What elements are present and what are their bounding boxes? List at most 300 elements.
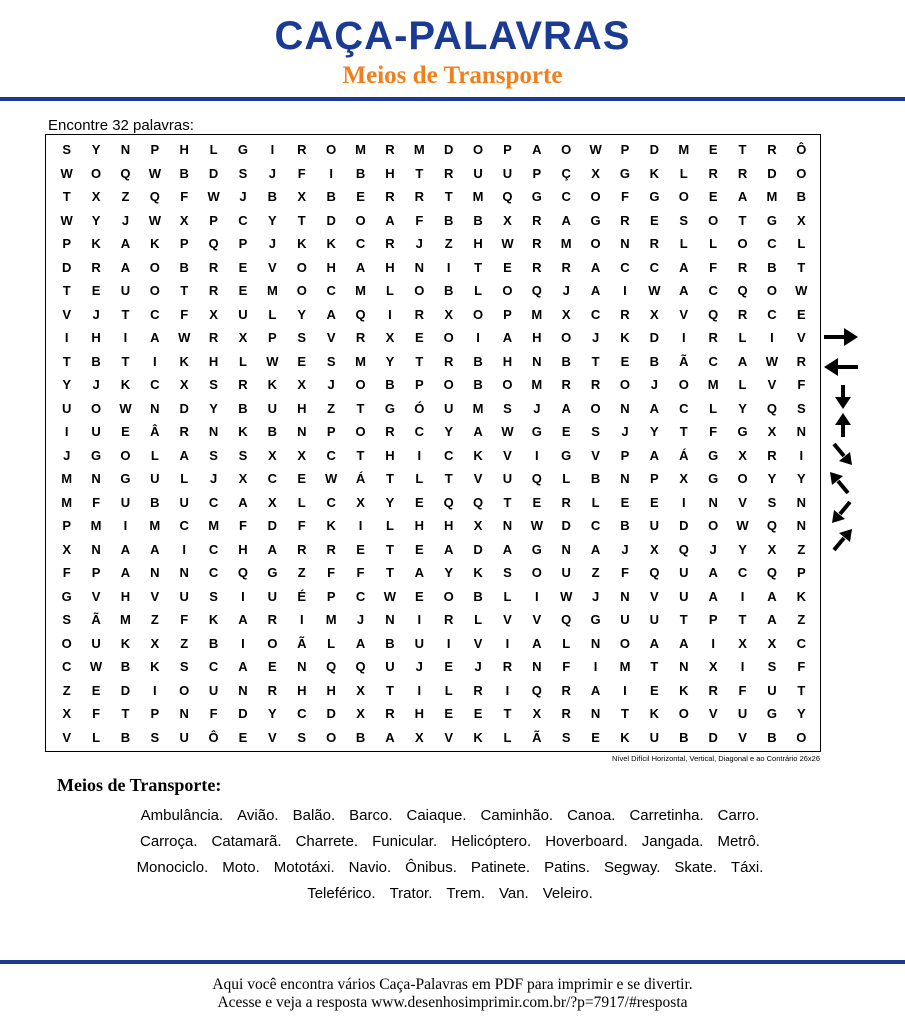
grid-cell[interactable]: Q	[737, 283, 748, 299]
grid-cell[interactable]: A	[767, 612, 777, 628]
grid-cell[interactable]: X	[708, 659, 718, 675]
grid-cell[interactable]: L	[444, 682, 453, 698]
grid-cell[interactable]: O	[619, 377, 631, 393]
grid-cell[interactable]: A	[473, 424, 483, 440]
grid-cell[interactable]: Y	[385, 353, 395, 369]
grid-cell[interactable]: Ã	[297, 635, 307, 651]
grid-cell[interactable]: H	[385, 447, 395, 463]
grid-cell[interactable]: C	[297, 706, 307, 722]
grid-cell[interactable]: H	[443, 518, 454, 534]
grid-cell[interactable]: D	[649, 330, 660, 346]
grid-cell[interactable]: X	[150, 635, 160, 651]
grid-cell[interactable]: R	[532, 236, 542, 252]
grid-cell[interactable]: D	[326, 212, 336, 228]
grid-cell[interactable]: A	[150, 541, 160, 557]
grid-cell[interactable]: X	[238, 330, 248, 346]
grid-cell[interactable]: F	[180, 306, 189, 322]
grid-cell[interactable]: L	[562, 471, 571, 487]
grid-cell[interactable]: D	[61, 259, 72, 275]
grid-cell[interactable]: J	[709, 541, 717, 557]
grid-cell[interactable]: G	[766, 706, 777, 722]
grid-cell[interactable]: W	[560, 588, 573, 604]
grid-cell[interactable]: I	[417, 682, 422, 698]
grid-cell[interactable]: L	[385, 518, 394, 534]
grid-cell[interactable]: A	[590, 541, 601, 557]
grid-cell[interactable]: X	[62, 706, 72, 722]
grid-cell[interactable]: K	[326, 518, 336, 534]
grid-cell[interactable]: P	[503, 142, 512, 158]
grid-cell[interactable]: B	[561, 353, 571, 369]
grid-cell[interactable]: U	[649, 518, 660, 534]
grid-cell[interactable]: Q	[531, 682, 542, 698]
grid-cell[interactable]: V	[532, 612, 542, 628]
grid-cell[interactable]: F	[92, 706, 101, 722]
grid-cell[interactable]: T	[650, 659, 659, 675]
grid-cell[interactable]: D	[120, 682, 131, 698]
grid-cell[interactable]: R	[708, 330, 718, 346]
grid-cell[interactable]: D	[679, 518, 689, 534]
grid-cell[interactable]: O	[590, 236, 601, 252]
grid-cell[interactable]: G	[590, 212, 601, 228]
grid-cell[interactable]: B	[91, 353, 101, 369]
grid-cell[interactable]: M	[355, 142, 366, 158]
grid-cell[interactable]: S	[767, 659, 777, 675]
grid-cell[interactable]: X	[591, 165, 600, 181]
grid-cell[interactable]: I	[446, 635, 451, 651]
grid-cell[interactable]: V	[62, 306, 72, 322]
grid-cell[interactable]: R	[649, 236, 660, 252]
grid-cell[interactable]: C	[679, 400, 689, 416]
grid-cell[interactable]: L	[415, 471, 424, 487]
grid-cell[interactable]: O	[502, 377, 513, 393]
grid-cell[interactable]: E	[796, 306, 806, 322]
grid-cell[interactable]: M	[472, 400, 484, 416]
grid-cell[interactable]: V	[503, 612, 512, 628]
grid-cell[interactable]: S	[179, 659, 189, 675]
grid-cell[interactable]: E	[356, 189, 365, 205]
grid-cell[interactable]: E	[91, 682, 101, 698]
grid-cell[interactable]: I	[623, 283, 627, 299]
grid-cell[interactable]: B	[238, 400, 248, 416]
grid-cell[interactable]: T	[415, 353, 424, 369]
grid-cell[interactable]: A	[679, 635, 689, 651]
grid-cell[interactable]: Q	[766, 400, 777, 416]
grid-cell[interactable]: B	[355, 165, 366, 181]
grid-cell[interactable]: K	[326, 236, 336, 252]
grid-cell[interactable]: I	[153, 353, 157, 369]
grid-cell[interactable]: O	[590, 400, 601, 416]
grid-cell[interactable]: Y	[738, 400, 747, 416]
grid-cell[interactable]: W	[207, 189, 220, 205]
grid-cell[interactable]: H	[91, 330, 101, 346]
grid-cell[interactable]: P	[62, 236, 72, 252]
grid-cell[interactable]: X	[356, 706, 365, 722]
grid-cell[interactable]: P	[532, 165, 542, 181]
grid-cell[interactable]: C	[443, 447, 454, 463]
grid-cell[interactable]: U	[120, 283, 131, 299]
grid-cell[interactable]: B	[767, 729, 777, 745]
grid-cell[interactable]: A	[532, 635, 542, 651]
grid-cell[interactable]: W	[795, 283, 808, 299]
grid-cell[interactable]: F	[797, 659, 806, 675]
grid-cell[interactable]: X	[268, 447, 277, 463]
grid-cell[interactable]: I	[770, 330, 774, 346]
grid-cell[interactable]: L	[562, 635, 571, 651]
grid-cell[interactable]: R	[355, 330, 366, 346]
grid-cell[interactable]: C	[150, 306, 160, 322]
grid-cell[interactable]: A	[385, 729, 395, 745]
grid-cell[interactable]: E	[414, 588, 424, 604]
grid-cell[interactable]: T	[121, 353, 130, 369]
grid-cell[interactable]: U	[238, 306, 248, 322]
grid-cell[interactable]: T	[62, 353, 71, 369]
grid-cell[interactable]: B	[443, 212, 454, 228]
grid-cell[interactable]: I	[388, 306, 392, 322]
grid-cell[interactable]: D	[326, 706, 336, 722]
grid-cell[interactable]: J	[356, 612, 365, 628]
grid-cell[interactable]: R	[297, 541, 307, 557]
grid-cell[interactable]: R	[267, 612, 278, 628]
grid-cell[interactable]: F	[621, 189, 629, 205]
grid-cell[interactable]: V	[738, 729, 747, 745]
grid-cell[interactable]: A	[267, 541, 278, 557]
grid-cell[interactable]: Q	[766, 518, 777, 534]
grid-cell[interactable]: Z	[150, 612, 159, 628]
grid-cell[interactable]: M	[325, 612, 337, 628]
grid-cell[interactable]: X	[738, 447, 747, 463]
grid-cell[interactable]: Z	[591, 565, 600, 581]
grid-cell[interactable]: G	[531, 541, 542, 557]
grid-cell[interactable]: S	[62, 612, 72, 628]
grid-cell[interactable]: T	[385, 682, 394, 698]
grid-cell[interactable]: O	[708, 212, 719, 228]
grid-cell[interactable]: R	[443, 612, 454, 628]
grid-cell[interactable]: Ó	[414, 400, 425, 416]
grid-cell[interactable]: H	[208, 353, 219, 369]
grid-cell[interactable]: D	[179, 400, 189, 416]
grid-cell[interactable]: X	[356, 494, 365, 510]
grid-cell[interactable]: X	[650, 306, 659, 322]
grid-cell[interactable]: L	[679, 236, 688, 252]
grid-cell[interactable]: R	[737, 259, 748, 275]
grid-cell[interactable]: H	[120, 588, 131, 604]
grid-cell[interactable]: K	[179, 353, 189, 369]
grid-cell[interactable]: M	[472, 189, 484, 205]
grid-cell[interactable]: F	[356, 565, 365, 581]
grid-cell[interactable]: W	[501, 424, 514, 440]
grid-cell[interactable]: A	[590, 682, 601, 698]
grid-cell[interactable]: C	[267, 471, 278, 487]
grid-cell[interactable]: I	[681, 494, 686, 510]
grid-cell[interactable]: B	[326, 189, 336, 205]
grid-cell[interactable]: K	[150, 236, 160, 252]
grid-cell[interactable]: R	[737, 165, 748, 181]
grid-cell[interactable]: Y	[738, 541, 747, 557]
grid-cell[interactable]: R	[767, 447, 777, 463]
grid-cell[interactable]: M	[61, 494, 73, 510]
grid-cell[interactable]: Y	[444, 424, 454, 440]
grid-cell[interactable]: Q	[502, 189, 513, 205]
grid-cell[interactable]: F	[709, 424, 718, 440]
grid-cell[interactable]: B	[796, 189, 806, 205]
grid-cell[interactable]: I	[505, 635, 510, 651]
grid-cell[interactable]: P	[503, 306, 512, 322]
grid-cell[interactable]: Q	[531, 283, 542, 299]
grid-cell[interactable]: G	[120, 471, 131, 487]
grid-cell[interactable]: O	[149, 259, 160, 275]
grid-cell[interactable]: N	[561, 541, 571, 557]
grid-cell[interactable]: H	[385, 165, 395, 181]
grid-cell[interactable]: O	[473, 306, 484, 322]
grid-cell[interactable]: T	[297, 212, 306, 228]
grid-cell[interactable]: K	[620, 729, 630, 745]
grid-cell[interactable]: Z	[797, 541, 806, 557]
grid-cell[interactable]: O	[296, 259, 307, 275]
grid-cell[interactable]: U	[502, 471, 513, 487]
grid-cell[interactable]: T	[738, 212, 747, 228]
grid-cell[interactable]: A	[737, 189, 748, 205]
grid-cell[interactable]: R	[238, 377, 248, 393]
grid-cell[interactable]: N	[502, 518, 513, 534]
grid-cell[interactable]: D	[708, 729, 718, 745]
grid-cell[interactable]: G	[708, 447, 719, 463]
grid-cell[interactable]: C	[561, 189, 571, 205]
grid-cell[interactable]: G	[91, 447, 102, 463]
grid-cell[interactable]: P	[91, 565, 101, 581]
grid-cell[interactable]: U	[737, 706, 748, 722]
grid-cell[interactable]: G	[561, 447, 572, 463]
grid-cell[interactable]: W	[501, 236, 514, 252]
grid-cell[interactable]: A	[238, 659, 248, 675]
grid-cell[interactable]: M	[208, 518, 220, 534]
grid-cell[interactable]: G	[267, 565, 278, 581]
grid-cell[interactable]: E	[414, 330, 424, 346]
grid-cell[interactable]: L	[679, 165, 688, 181]
grid-cell[interactable]: G	[531, 424, 542, 440]
grid-cell[interactable]: A	[590, 259, 601, 275]
grid-cell[interactable]: K	[267, 377, 278, 393]
grid-cell[interactable]: K	[297, 236, 307, 252]
grid-cell[interactable]: C	[208, 541, 219, 557]
grid-cell[interactable]: V	[150, 588, 160, 604]
grid-cell[interactable]: P	[796, 565, 806, 581]
grid-cell[interactable]: D	[443, 142, 454, 158]
grid-cell[interactable]: O	[179, 682, 190, 698]
grid-cell[interactable]: S	[209, 377, 218, 393]
grid-cell[interactable]: T	[385, 541, 394, 557]
grid-cell[interactable]: L	[297, 494, 306, 510]
grid-cell[interactable]: X	[767, 541, 777, 557]
grid-cell[interactable]: R	[767, 142, 777, 158]
grid-cell[interactable]: M	[413, 142, 425, 158]
grid-cell[interactable]: I	[182, 541, 187, 557]
grid-cell[interactable]: N	[708, 494, 718, 510]
grid-cell[interactable]: B	[767, 259, 777, 275]
grid-cell[interactable]: L	[591, 494, 600, 510]
grid-cell[interactable]: I	[123, 330, 128, 346]
grid-cell[interactable]: X	[444, 306, 454, 322]
grid-cell[interactable]: C	[708, 283, 718, 299]
grid-cell[interactable]: Q	[326, 659, 337, 675]
grid-cell[interactable]: K	[473, 729, 483, 745]
grid-cell[interactable]: B	[267, 189, 278, 205]
grid-cell[interactable]: H	[414, 706, 424, 722]
grid-cell[interactable]: Y	[91, 212, 101, 228]
grid-cell[interactable]: U	[179, 729, 189, 745]
grid-cell[interactable]: M	[120, 612, 131, 628]
grid-cell[interactable]: S	[561, 729, 571, 745]
grid-cell[interactable]: C	[208, 494, 219, 510]
grid-cell[interactable]: M	[619, 659, 631, 675]
grid-cell[interactable]: R	[473, 682, 483, 698]
grid-cell[interactable]: I	[740, 588, 745, 604]
grid-cell[interactable]: N	[297, 659, 307, 675]
grid-cell[interactable]: U	[473, 165, 483, 181]
grid-cell[interactable]: M	[90, 518, 102, 534]
grid-cell[interactable]: U	[91, 424, 101, 440]
grid-cell[interactable]: C	[796, 635, 806, 651]
grid-cell[interactable]: X	[473, 518, 483, 534]
grid-cell[interactable]: O	[355, 212, 366, 228]
grid-cell[interactable]: U	[443, 400, 454, 416]
grid-cell[interactable]: P	[179, 236, 189, 252]
grid-cell[interactable]: I	[358, 518, 363, 534]
grid-cell[interactable]: N	[238, 682, 248, 698]
grid-cell[interactable]: I	[623, 682, 627, 698]
grid-cell[interactable]: Q	[355, 306, 366, 322]
grid-cell[interactable]: H	[532, 330, 542, 346]
grid-cell[interactable]: V	[473, 635, 483, 651]
grid-cell[interactable]: A	[385, 212, 395, 228]
grid-cell[interactable]: U	[561, 565, 571, 581]
grid-cell[interactable]: S	[767, 494, 777, 510]
grid-cell[interactable]: O	[443, 377, 454, 393]
grid-cell[interactable]: Q	[443, 494, 454, 510]
grid-cell[interactable]: S	[62, 142, 72, 158]
grid-cell[interactable]: I	[535, 588, 539, 604]
grid-cell[interactable]: S	[209, 447, 218, 463]
grid-cell[interactable]: M	[531, 306, 543, 322]
grid-cell[interactable]: C	[179, 518, 189, 534]
grid-cell[interactable]: C	[767, 236, 777, 252]
grid-cell[interactable]: Y	[796, 471, 806, 487]
grid-cell[interactable]: E	[356, 541, 365, 557]
grid-cell[interactable]: T	[356, 447, 365, 463]
grid-cell[interactable]: C	[326, 283, 336, 299]
grid-cell[interactable]: O	[473, 142, 484, 158]
grid-cell[interactable]: L	[738, 377, 747, 393]
grid-cell[interactable]: Ã	[532, 729, 542, 745]
grid-cell[interactable]: S	[796, 400, 806, 416]
grid-cell[interactable]: H	[238, 541, 248, 557]
grid-cell[interactable]: M	[531, 377, 543, 393]
grid-cell[interactable]: F	[209, 706, 218, 722]
grid-cell[interactable]: Z	[297, 565, 306, 581]
grid-cell[interactable]: I	[535, 447, 539, 463]
grid-cell[interactable]: N	[414, 259, 424, 275]
grid-cell[interactable]: W	[383, 588, 397, 604]
grid-cell[interactable]: C	[590, 306, 601, 322]
grid-cell[interactable]: T	[503, 494, 512, 510]
grid-cell[interactable]: C	[767, 306, 777, 322]
grid-cell[interactable]: F	[297, 165, 306, 181]
grid-cell[interactable]: Z	[62, 682, 71, 698]
grid-cell[interactable]: A	[443, 541, 454, 557]
grid-cell[interactable]: V	[796, 330, 806, 346]
grid-cell[interactable]: D	[238, 706, 248, 722]
grid-cell[interactable]: E	[620, 353, 630, 369]
grid-cell[interactable]: K	[679, 682, 689, 698]
grid-cell[interactable]: L	[327, 635, 336, 651]
grid-cell[interactable]: N	[620, 236, 630, 252]
grid-cell[interactable]: W	[148, 212, 161, 228]
grid-cell[interactable]: A	[120, 565, 131, 581]
grid-cell[interactable]: Ô	[208, 729, 219, 745]
grid-cell[interactable]: M	[707, 377, 719, 393]
grid-cell[interactable]: K	[208, 612, 219, 628]
grid-cell[interactable]: O	[766, 283, 777, 299]
grid-cell[interactable]: B	[267, 424, 278, 440]
grid-cell[interactable]: T	[679, 612, 688, 628]
grid-cell[interactable]: O	[355, 424, 366, 440]
grid-cell[interactable]: O	[91, 400, 102, 416]
grid-cell[interactable]: U	[649, 612, 660, 628]
grid-cell[interactable]: H	[297, 682, 307, 698]
grid-cell[interactable]: O	[326, 729, 337, 745]
grid-cell[interactable]: J	[92, 377, 100, 393]
grid-cell[interactable]: V	[473, 471, 483, 487]
grid-cell[interactable]: F	[738, 682, 747, 698]
grid-cell[interactable]: G	[237, 142, 249, 158]
grid-cell[interactable]: P	[209, 212, 218, 228]
grid-cell[interactable]: I	[681, 330, 686, 346]
grid-cell[interactable]: G	[619, 165, 631, 181]
grid-cell[interactable]: T	[797, 259, 806, 275]
grid-cell[interactable]: O	[737, 236, 748, 252]
grid-cell[interactable]: P	[268, 330, 277, 346]
grid-cell[interactable]: W	[325, 471, 338, 487]
grid-cell[interactable]: R	[561, 259, 571, 275]
grid-cell[interactable]: X	[179, 212, 189, 228]
grid-cell[interactable]: L	[503, 729, 512, 745]
grid-cell[interactable]: T	[738, 612, 747, 628]
grid-cell[interactable]: U	[61, 400, 72, 416]
grid-cell[interactable]: R	[91, 259, 101, 275]
grid-cell[interactable]: N	[208, 424, 219, 440]
grid-cell[interactable]: I	[153, 682, 157, 698]
grid-cell[interactable]: A	[150, 330, 160, 346]
grid-cell[interactable]: L	[709, 236, 718, 252]
grid-cell[interactable]: Y	[444, 565, 454, 581]
grid-cell[interactable]: X	[209, 306, 218, 322]
grid-cell[interactable]: T	[121, 306, 130, 322]
grid-cell[interactable]: E	[268, 659, 277, 675]
grid-cell[interactable]: R	[208, 259, 219, 275]
grid-cell[interactable]: P	[708, 612, 718, 628]
grid-cell[interactable]: N	[679, 659, 689, 675]
grid-cell[interactable]: B	[473, 588, 483, 604]
grid-cell[interactable]: E	[650, 212, 659, 228]
grid-cell[interactable]: L	[209, 142, 218, 158]
grid-cell[interactable]: U	[150, 471, 160, 487]
grid-cell[interactable]: U	[679, 588, 689, 604]
grid-cell[interactable]: G	[649, 189, 660, 205]
grid-cell[interactable]: U	[502, 165, 513, 181]
grid-cell[interactable]: O	[443, 588, 454, 604]
grid-cell[interactable]: B	[179, 259, 189, 275]
grid-cell[interactable]: R	[267, 682, 278, 698]
grid-cell[interactable]: F	[180, 612, 189, 628]
